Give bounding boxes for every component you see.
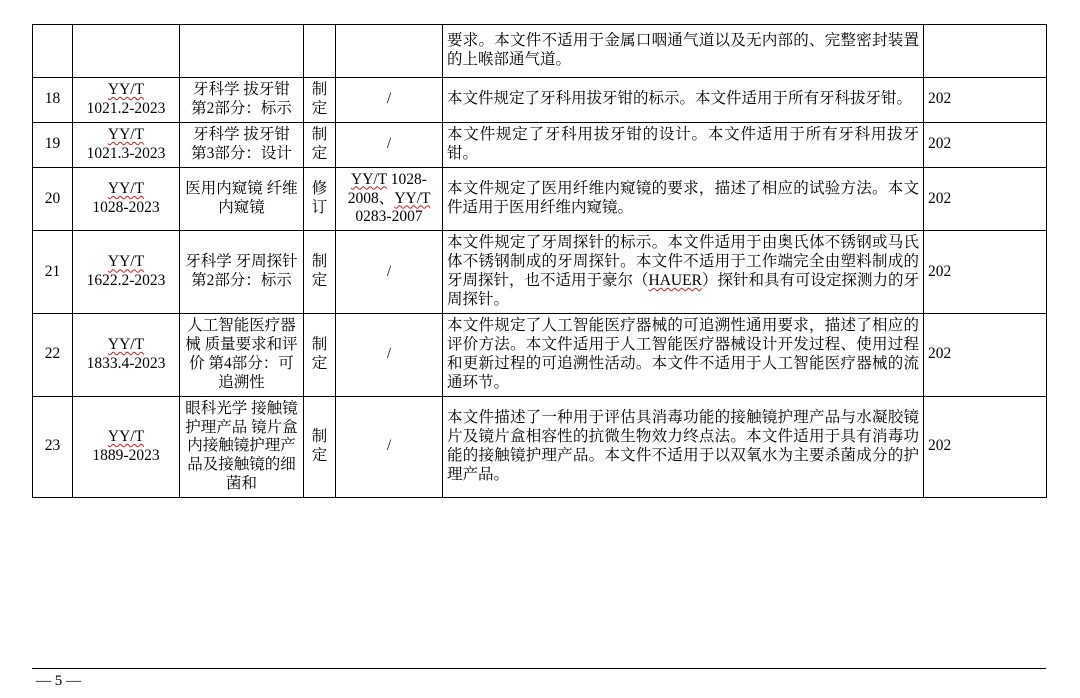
cell-number: 18 (33, 78, 73, 123)
cell-replaces: / (336, 78, 443, 123)
cell-year: 202 (924, 122, 1047, 167)
cell-code (73, 122, 180, 167)
cell-description: 本文件规定了人工智能医疗器械的可追溯性通用要求，描述了相应的评价方法。本文件适用于人工智能医疗器械设计开发过程、使用过程和更新过程的可追溯性活动。本文件不适用于人工智能医疗器械的流通环节。 (443, 313, 924, 396)
standards-table (32, 24, 1047, 498)
cell-type: 制定 (304, 396, 336, 498)
cell-year (924, 25, 1047, 78)
cell-code (73, 396, 180, 498)
cell-name (180, 25, 304, 78)
cell-code (73, 231, 180, 314)
cell-description: 本文件规定了医用纤维内窥镜的要求，描述了相应的试验方法。本文件适用于医用纤维内窥镜。 (443, 167, 924, 231)
cell-description: 本文件规定了牙科用拔牙钳的标示。本文件适用于所有牙科拔牙钳。 (443, 78, 924, 123)
cell-type: 制定 (304, 313, 336, 396)
cell-description: 要求。本文件不适用于金属口咽通气道以及无内部的、完整密封装置的上喉部通气道。 (443, 25, 924, 78)
cell-code (73, 167, 180, 231)
cell-year: 202 (924, 167, 1047, 231)
code-prefix: YY/T (107, 427, 145, 445)
code-rest: 1021.3-2023 (86, 144, 166, 162)
cell-replaces (336, 25, 443, 78)
cell-name: 牙科学 拔牙钳 第3部分：设计 (180, 122, 304, 167)
table-row (33, 313, 1047, 396)
cell-name: 医用内窥镜 纤维内窥镜 (180, 167, 304, 231)
cell-code (73, 78, 180, 123)
cell-replaces: YY/T 1028-2008、YY/T 0283-2007 (336, 167, 443, 231)
code-prefix: YY/T (107, 180, 145, 198)
code-prefix: YY/T (107, 253, 145, 271)
code-rest: 1833.4-2023 (86, 354, 166, 372)
cell-type: 制定 (304, 231, 336, 314)
document-page (0, 24, 1080, 698)
cell-description: 本文件描述了一种用于评估具消毒功能的接触镜护理产品与水凝胶镜片及镜片盒相容性的抗微生物效力终点法。本文件适用于具有消毒功能的接触镜护理产品。本文件不适用于以双氧水为主要杀菌成分的护理产品。 (443, 396, 924, 498)
cell-year: 202 (924, 313, 1047, 396)
cell-number: 23 (33, 396, 73, 498)
cell-type: 制定 (304, 78, 336, 123)
cell-replaces: / (336, 122, 443, 167)
cell-year: 202 (924, 78, 1047, 123)
cell-code (73, 25, 180, 78)
table-row (33, 122, 1047, 167)
cell-year: 202 (924, 396, 1047, 498)
cell-number: 21 (33, 231, 73, 314)
page-footer (32, 668, 1046, 690)
code-rest: 1028-2023 (92, 198, 160, 216)
table-row (33, 231, 1047, 314)
table-row (33, 78, 1047, 123)
cell-code (73, 313, 180, 396)
code-rest: 1021.2-2023 (86, 99, 166, 117)
code-rest: 1622.2-2023 (86, 272, 166, 290)
cell-name: 牙科学 牙周探针 第2部分：标示 (180, 231, 304, 314)
code-prefix: YY/T (107, 125, 145, 143)
table-row (33, 396, 1047, 498)
table-row (33, 167, 1047, 231)
cell-name: 牙科学 拔牙钳 第2部分：标示 (180, 78, 304, 123)
cell-description: 本文件规定了牙科用拔牙钳的设计。本文件适用于所有牙科用拔牙钳。 (443, 122, 924, 167)
cell-type (304, 25, 336, 78)
code-prefix: YY/T (107, 81, 145, 98)
code-rest: 1889-2023 (92, 446, 160, 464)
cell-number: 20 (33, 167, 73, 231)
cell-replaces: / (336, 231, 443, 314)
cell-number: 22 (33, 313, 73, 396)
cell-year: 202 (924, 231, 1047, 314)
table-row (33, 25, 1047, 78)
code-prefix: YY/T (107, 335, 145, 353)
cell-name: 人工智能医疗器械 质量要求和评价 第4部分：可追溯性 (180, 313, 304, 396)
cell-description: 本文件规定了牙周探针的标示。本文件适用于由奥氏体不锈钢或马氏体不锈钢制成的牙周探针。本文件不适用于工作端完全由塑料制成的牙周探针，也不适用于豪尔（HAUER）探针和具有可设定探测力的牙周探针。 (443, 231, 924, 314)
cell-type: 修订 (304, 167, 336, 231)
cell-number: 19 (33, 122, 73, 167)
cell-type: 制定 (304, 122, 336, 167)
page-number: — 5 — (36, 673, 81, 689)
cell-name: 眼科光学 接触镜护理产品 镜片盒内接触镜护理产品及接触镜的细菌和 (180, 396, 304, 498)
cell-replaces: / (336, 313, 443, 396)
cell-number (33, 25, 73, 78)
cell-replaces: / (336, 396, 443, 498)
